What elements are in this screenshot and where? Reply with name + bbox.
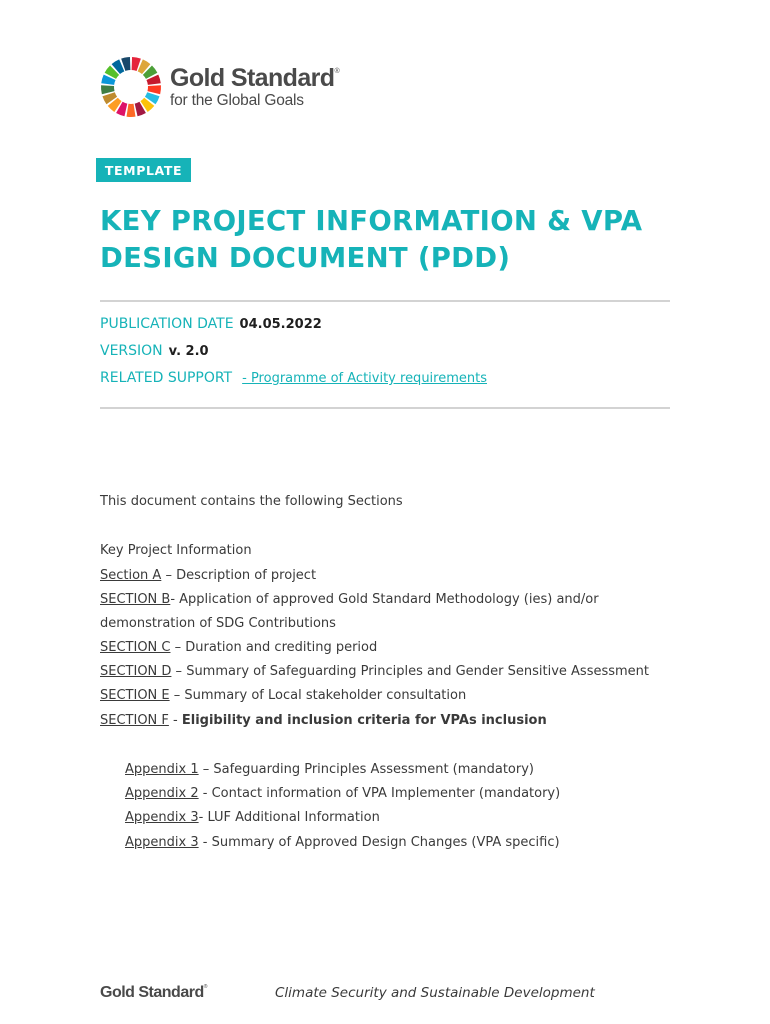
footer-tagline: Climate Security and Sustainable Development [275,985,595,1001]
contents-item: Section A – Description of project [100,568,317,583]
appendix-item: Appendix 3 - Summary of Approved Design Changes (VPA specific) [125,835,560,850]
section-c-link[interactable]: SECTION C [100,640,171,655]
section-b-link[interactable]: SECTION B [100,592,171,607]
sdg-wheel-segment [101,85,114,94]
section-d-link[interactable]: SECTION D [100,664,172,679]
appendix-item: Appendix 1 – Safeguarding Principles Assessment (mandatory) [125,762,534,777]
logo-subtitle: for the Global Goals [170,91,304,109]
publication-date-row [100,316,322,332]
divider-top [100,300,670,302]
appendix-item: Appendix 2 - Contact information of VPA Implementer (mandatory) [125,786,561,801]
related-support-link[interactable]: - Programme of Activity requirements [242,371,487,386]
sdg-wheel-icon [100,56,162,118]
contents-item: SECTION D – Summary of Safeguarding Principles and Gender Sensitive Assessment [100,664,650,679]
related-support-row [100,370,487,386]
related-support-label: RELATED SUPPORT [100,370,233,386]
sdg-wheel-segment [148,85,161,94]
appendix-item: Appendix 3- LUF Additional Information [125,810,380,825]
appendix-3b-link[interactable]: Appendix 3 [125,835,199,850]
appendix-1-link[interactable]: Appendix 1 [125,762,199,777]
contents-intro: This document contains the following Sections [100,494,403,509]
sdg-wheel-segment [127,104,136,117]
publication-date-value: 04.05.2022 [239,317,322,332]
version-row [100,343,209,359]
document-title: KEY PROJECT INFORMATION & VPA DESIGN DOCUMENT (PDD) [100,205,643,274]
contents-item: SECTION F - Eligibility and inclusion criteria for VPAs inclusion [100,713,547,728]
appendix-2-link[interactable]: Appendix 2 [125,786,199,801]
appendix-3-link[interactable]: Appendix 3 [125,810,199,825]
template-badge: TEMPLATE [96,158,191,182]
publication-date-label: PUBLICATION DATE [100,316,234,332]
key-project-info-heading: Key Project Information [100,543,252,558]
contents-item: SECTION C – Duration and crediting period [100,640,378,655]
contents-item-continuation: demonstration of SDG Contributions [100,616,336,631]
contents-item: SECTION E – Summary of Local stakeholder consultation [100,688,467,703]
version-value: v. 2.0 [168,344,209,359]
section-e-link[interactable]: SECTION E [100,688,170,703]
divider-bottom [100,407,670,409]
version-label: VERSION [100,343,163,359]
section-f-link[interactable]: SECTION F [100,713,169,728]
contents-item: SECTION B- Application of approved Gold Standard Methodology (ies) and/or [100,592,599,607]
gold-standard-logo [100,56,339,118]
logo-title: Gold Standard® [170,63,339,92]
section-a-link[interactable]: Section A [100,568,162,583]
footer-logo: Gold Standard® [100,984,207,1001]
